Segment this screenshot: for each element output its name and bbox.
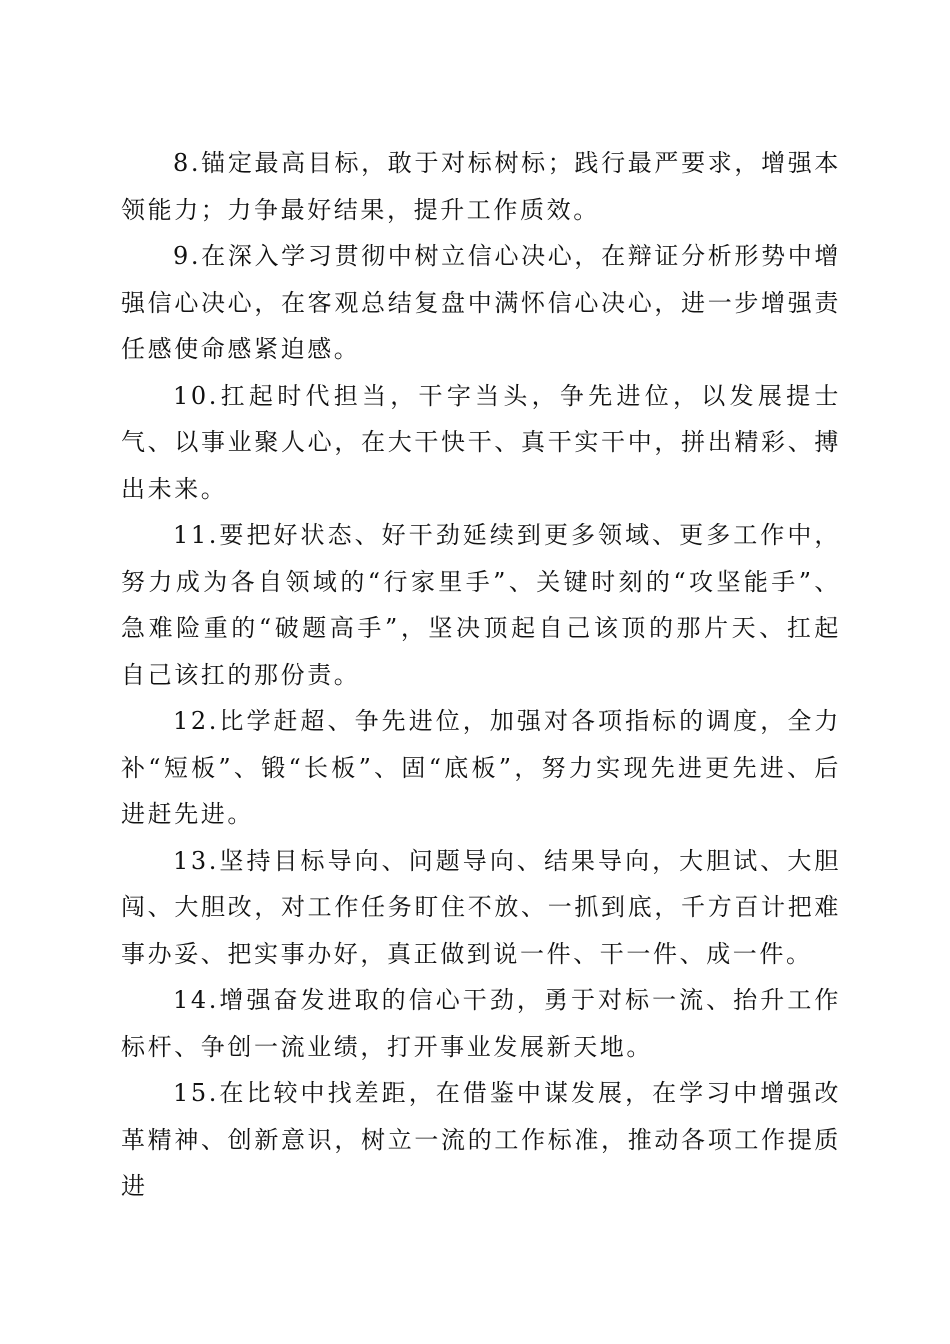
paragraph-8: 8.锚定最高目标，敢于对标树标；践行最严要求，增强本领能力；力争最好结果，提升工作质效。 xyxy=(121,149,841,224)
paragraph-10: 10.扛起时代担当，干字当头，争先进位，以发展提士气、以事业聚人心，在大干快干、真干实干中，拼出精彩、搏出未来。 xyxy=(121,381,841,503)
paragraph-9: 9.在深入学习贯彻中树立信心决心，在辩证分析形势中增强信心决心，在客观总结复盘中满怀信心决心，进一步增强责任感使命感紧迫感。 xyxy=(121,242,841,363)
paragraph-15: 15.在比较中找差距，在借鉴中谋发展，在学习中增强改革精神、创新意识，树立一流的工作标准，推动各项工作提质进 xyxy=(121,1079,841,1200)
document-body xyxy=(121,140,841,1210)
paragraph-12: 12.比学赶超、争先进位，加强对各项指标的调度，全力补“短板”、锻“长板”、固“底板”，努力实现先进更先进、后进赶先进。 xyxy=(121,707,841,828)
paragraph-11: 11.要把好状态、好干劲延续到更多领域、更多工作中，努力成为各自领域的“行家里手”、关键时刻的“攻坚能手”、急难险重的“破题高手”，坚决顶起自己该顶的那片天、扛起自己该扛的那份责。 xyxy=(121,521,841,689)
paragraph-14: 14.增强奋发进取的信心干劲，勇于对标一流、抬升工作标杆、争创一流业绩，打开事业发展新天地。 xyxy=(121,986,841,1061)
paragraph-13: 13.坚持目标导向、问题导向、结果导向，大胆试、大胆闯、大胆改，对工作任务盯住不放、一抓到底，千方百计把难事办妥、把实事办好，真正做到说一件、干一件、成一件。 xyxy=(121,846,841,968)
